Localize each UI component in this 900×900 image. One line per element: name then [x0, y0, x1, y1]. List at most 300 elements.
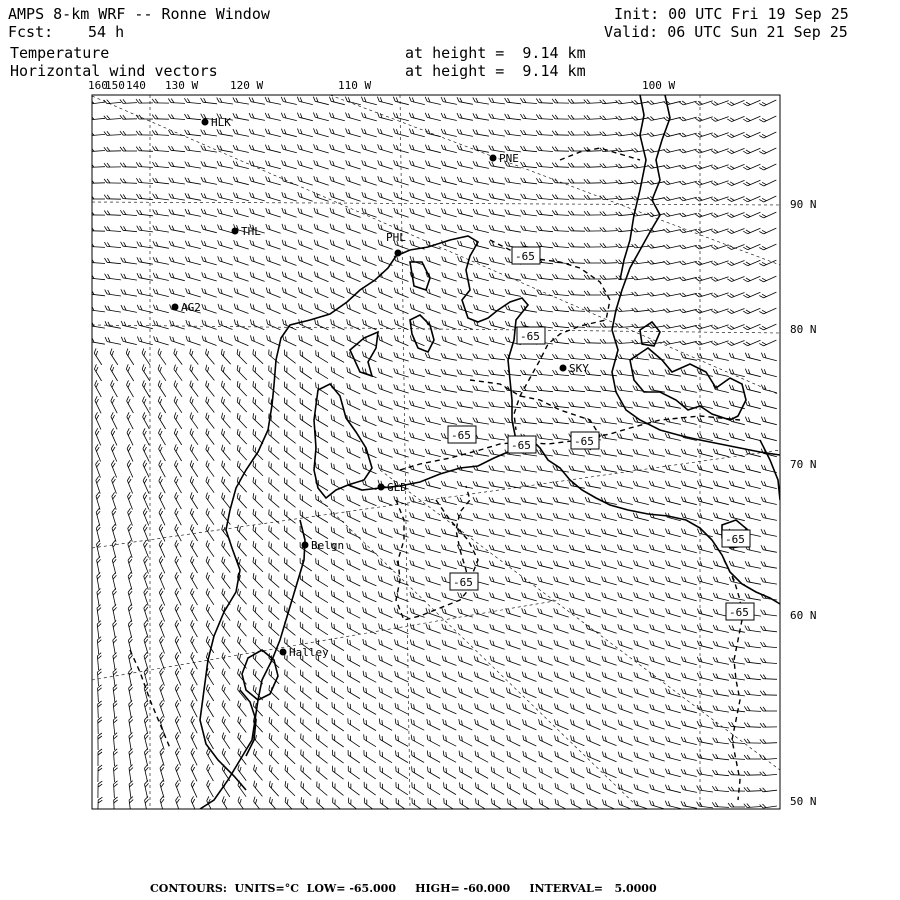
wind-barb-feather: [490, 672, 491, 677]
wind-barb-feather: [362, 432, 363, 437]
wind-barb: [235, 181, 249, 184]
wind-barb-feather: [425, 417, 427, 422]
wind-barb: [158, 385, 166, 397]
wind-barb-feather: [762, 102, 766, 104]
wind-barb: [221, 370, 230, 380]
wind-barb-feather: [587, 291, 590, 295]
wind-barb: [219, 309, 232, 314]
wind-barb: [253, 498, 263, 508]
wind-barb-feather: [473, 177, 475, 182]
wind-barb-feather: [619, 244, 622, 248]
wind-barb: [411, 517, 424, 521]
wind-barb: [222, 657, 230, 668]
wind-barb-feather: [330, 271, 331, 276]
wind-barb: [332, 245, 345, 250]
wind-barb-feather: [239, 543, 240, 548]
wind-barb-feather: [616, 164, 619, 168]
wind-barb-feather: [107, 227, 110, 231]
wind-barb-feather: [153, 210, 155, 214]
wind-barb: [443, 229, 456, 233]
wind-barb: [315, 197, 328, 201]
wind-barb: [411, 437, 425, 441]
wind-barb-feather: [759, 312, 763, 314]
wind-barb-feather: [540, 418, 542, 422]
wind-barb: [411, 149, 425, 153]
wind-barb: [191, 577, 198, 589]
wind-barb-feather: [697, 593, 699, 598]
wind-barb: [96, 496, 100, 509]
wind-barb: [379, 501, 392, 506]
wind-barb: [348, 260, 361, 265]
wind-barb: [171, 230, 185, 233]
wind-barb: [732, 229, 745, 234]
wind-barb-feather: [347, 431, 348, 436]
wind-barb: [603, 263, 617, 264]
wind-barb: [763, 405, 777, 408]
wind-barb: [283, 117, 297, 120]
wind-barb-feather: [155, 162, 158, 166]
wind-barb-feather: [603, 227, 606, 231]
wind-barb-feather: [634, 608, 636, 613]
wind-barb-feather: [760, 658, 763, 662]
wind-barb-feather: [127, 412, 129, 417]
wind-barb: [475, 454, 489, 456]
wind-barb-feather: [697, 433, 699, 438]
wind-barb-feather: [139, 178, 142, 182]
wind-barb-feather: [176, 607, 178, 611]
wind-barb: [332, 580, 344, 587]
wind-barb: [171, 103, 185, 104]
wind-barb: [603, 581, 616, 585]
wind-barb-feather: [540, 274, 542, 278]
wind-barb-feather: [394, 192, 396, 197]
wind-barb-feather: [315, 335, 316, 340]
wind-barb-feather: [347, 335, 348, 340]
wind-barb: [159, 465, 166, 477]
wind-barb-feather: [489, 561, 491, 566]
wind-barb-feather: [539, 194, 542, 198]
wind-barb-feather: [679, 150, 683, 153]
wind-barb: [427, 357, 441, 360]
wind-barb: [348, 500, 361, 506]
wind-barb-feather: [650, 624, 652, 629]
wind-barb: [459, 406, 473, 408]
wind-barb-feather: [743, 103, 747, 106]
wind-barb-feather: [537, 513, 539, 518]
wind-barb: [91, 247, 105, 248]
wind-barb: [235, 293, 248, 298]
wind-barb-feather: [714, 150, 718, 153]
wind-barb-feather: [98, 669, 102, 672]
wind-barb-feather: [568, 338, 571, 342]
wind-barb-feather: [569, 529, 571, 534]
wind-barb: [651, 549, 665, 553]
wind-barb-feather: [745, 369, 747, 374]
wind-barb-feather: [682, 593, 684, 598]
wind-barb-feather: [523, 354, 526, 358]
wind-barb: [539, 613, 552, 617]
wind-barb: [683, 645, 697, 649]
wind-barb-feather: [237, 365, 238, 370]
wind-barb-feather: [347, 399, 348, 404]
wind-barb-feather: [362, 367, 363, 372]
wind-barb: [683, 693, 697, 697]
wind-barb-feather: [427, 687, 428, 692]
wind-barb-feather: [441, 513, 443, 518]
wind-barb-feather: [221, 381, 222, 386]
wind-barb-feather: [113, 672, 117, 675]
wind-barb-feather: [489, 177, 491, 182]
wind-barb: [348, 404, 361, 410]
wind-barb-feather: [409, 113, 411, 118]
wind-barb-feather: [489, 257, 491, 262]
wind-barb-feather: [633, 497, 635, 502]
wind-barb: [128, 528, 133, 541]
wind-barb: [222, 450, 231, 461]
wind-barb-feather: [761, 401, 763, 406]
wind-barb-feather: [697, 449, 699, 454]
wind-barb-feather: [145, 671, 148, 675]
wind-barb-feather: [253, 525, 254, 530]
wind-barb: [331, 165, 344, 169]
wind-barb-feather: [161, 591, 164, 595]
wind-barb: [251, 277, 264, 282]
wind-barb-feather: [524, 178, 526, 182]
wind-barb-feather: [697, 609, 699, 614]
wind-barb: [331, 133, 344, 137]
wind-barb: [491, 581, 505, 585]
wind-barb: [283, 245, 296, 250]
wind-barb-feather: [679, 246, 683, 249]
wind-barb: [587, 406, 601, 408]
wind-barb-feather: [492, 354, 494, 358]
wind-barb: [175, 481, 182, 493]
wind-barb: [203, 134, 217, 136]
wind-barb: [269, 482, 280, 491]
wind-barb-feather: [759, 184, 763, 187]
wind-barb-feather: [114, 688, 118, 691]
wind-barb: [364, 580, 377, 586]
wind-barb-feather: [176, 559, 178, 563]
wind-barb-feather: [395, 655, 396, 660]
wind-barb-feather: [378, 288, 379, 293]
wind-barb-feather: [552, 195, 555, 199]
wind-barb-feather: [584, 259, 587, 263]
wind-barb: [443, 102, 457, 105]
wind-barb-feather: [666, 133, 670, 136]
wind-barb: [379, 165, 392, 169]
wind-barb: [251, 134, 265, 137]
wind-barb-feather: [88, 100, 92, 104]
wind-barb: [203, 229, 217, 232]
wind-barb-feather: [695, 166, 699, 169]
wind-barb: [427, 533, 440, 537]
wind-barb-feather: [602, 672, 603, 677]
wind-barb-feather: [255, 655, 256, 660]
wind-barb-feather: [113, 559, 116, 563]
wind-barb: [267, 261, 280, 266]
wind-barb-feather: [586, 608, 588, 613]
wind-barb-feather: [112, 492, 115, 496]
wind-barb: [299, 197, 312, 201]
wind-barb: [412, 708, 425, 714]
wind-barb-feather: [714, 309, 718, 312]
wind-barb-feather: [253, 493, 254, 498]
wind-barb: [316, 531, 328, 538]
wind-barb-feather: [88, 179, 91, 183]
wind-barb: [475, 422, 489, 424]
wind-barb-feather: [666, 308, 670, 311]
wind-barb-feather: [394, 544, 396, 549]
wind-barb: [139, 262, 153, 264]
wind-barb-feather: [634, 560, 636, 565]
wind-barb-feather: [603, 259, 606, 263]
wind-barb: [651, 485, 665, 488]
wind-barb: [459, 422, 473, 424]
wind-barb-feather: [112, 540, 115, 544]
wind-barb-feather: [363, 575, 364, 580]
wind-barb: [523, 166, 537, 167]
wind-barb-feather: [128, 492, 131, 496]
wind-barb: [540, 708, 553, 714]
wind-barb: [667, 565, 680, 569]
wind-barb-feather: [331, 431, 332, 436]
wind-barb: [299, 101, 313, 104]
wind-barb-feather: [473, 545, 475, 550]
wind-barb-feather: [298, 287, 299, 292]
wind-barb: [699, 421, 713, 424]
wind-barb-feather: [88, 242, 91, 246]
wind-barb: [444, 676, 457, 681]
wind-barb: [235, 245, 248, 249]
wind-barb-feather: [298, 272, 299, 277]
wind-barb-feather: [603, 339, 606, 343]
wind-barb-feather: [600, 339, 603, 343]
wind-barb: [539, 358, 553, 359]
wind-barb-feather: [314, 272, 315, 277]
wind-barb-feather: [618, 560, 620, 565]
wind-barb: [731, 453, 745, 456]
wind-barb-feather: [759, 168, 763, 171]
wind-barb-feather: [105, 258, 108, 262]
wind-barb-feather: [346, 192, 348, 197]
wind-barb-feather: [553, 402, 555, 406]
wind-barb: [252, 293, 265, 298]
wind-barb: [571, 406, 585, 408]
wind-barb: [427, 453, 441, 456]
wind-barb-feather: [144, 604, 147, 608]
wind-barb-feather: [633, 465, 635, 470]
wind-barb-feather: [697, 673, 699, 678]
wind-barb-feather: [695, 198, 699, 201]
wind-barb-feather: [378, 416, 379, 421]
wind-barb: [571, 518, 585, 521]
wind-barb-feather: [635, 148, 639, 152]
wind-barb-feather: [250, 288, 251, 293]
wind-barb-feather: [153, 162, 156, 166]
wind-barb-feather: [727, 327, 731, 330]
wind-barb-feather: [666, 640, 668, 645]
wind-barb-feather: [217, 209, 219, 214]
wind-barb-feather: [554, 688, 555, 693]
wind-barb-feather: [635, 292, 638, 296]
wind-barb: [523, 214, 537, 216]
wind-barb-feather: [617, 497, 619, 502]
wind-barb-feather: [97, 608, 101, 611]
wind-barb-feather: [587, 243, 590, 247]
wind-barb-feather: [568, 131, 571, 135]
wind-barb: [348, 548, 361, 554]
wind-barb-feather: [139, 163, 142, 167]
wind-barb: [443, 358, 457, 361]
wind-barb-feather: [730, 102, 734, 105]
wind-barb-feather: [224, 623, 226, 628]
wind-barb-feather: [237, 429, 238, 434]
wind-barb-feather: [663, 197, 667, 200]
wind-barb: [301, 707, 312, 716]
wind-barb: [459, 277, 472, 281]
wind-barb-feather: [585, 497, 587, 502]
wind-barb: [269, 562, 279, 571]
wind-barb-feather: [142, 380, 144, 385]
wind-barb: [191, 641, 198, 653]
wind-barb-feather: [633, 481, 635, 486]
wind-barb: [491, 134, 505, 136]
wind-barb-feather: [330, 113, 332, 118]
wind-barb-feather: [681, 513, 683, 518]
wind-barb-feather: [616, 180, 619, 184]
wind-barb: [507, 549, 521, 552]
wind-barb-feather: [552, 242, 555, 246]
wind-barb-feather: [619, 132, 622, 136]
wind-barb-feather: [570, 688, 571, 693]
wind-barb: [171, 198, 185, 200]
wind-barb: [683, 485, 697, 488]
wind-barb-feather: [539, 703, 540, 708]
wind-barb: [475, 309, 488, 313]
wind-barb-feather: [555, 195, 558, 199]
wind-barb-feather: [362, 527, 363, 532]
wind-barb-feather: [601, 481, 603, 486]
wind-barb-feather: [682, 609, 684, 614]
wind-barb: [507, 518, 521, 521]
wind-barb-feather: [759, 152, 763, 155]
wind-barb-feather: [489, 161, 491, 166]
wind-barb-feather: [695, 134, 699, 137]
wind-barb: [206, 673, 213, 685]
wind-barb: [507, 294, 521, 297]
wind-barb-feather: [538, 577, 540, 582]
wind-barb: [491, 214, 505, 217]
wind-barb-feather: [250, 256, 251, 261]
wind-barb-feather: [489, 545, 491, 550]
wind-barb: [379, 117, 393, 121]
wind-barb-feather: [88, 116, 91, 120]
wind-barb-feather: [727, 103, 731, 106]
wind-barb-feather: [379, 639, 380, 644]
wind-barb-feather: [713, 673, 715, 678]
wind-barb: [731, 501, 745, 504]
wind-barb: [348, 245, 361, 250]
wind-barb: [139, 294, 153, 297]
wind-barb: [269, 594, 279, 603]
wind-barb-feather: [618, 592, 620, 597]
wind-barb-feather: [679, 182, 683, 185]
wind-barb: [715, 277, 728, 282]
wind-barb-feather: [208, 367, 209, 372]
wind-barb-feather: [161, 703, 164, 707]
wind-barb-feather: [206, 525, 208, 530]
wind-barb-feather: [363, 543, 364, 548]
wind-barb: [174, 369, 182, 380]
wind-barb-feather: [489, 577, 491, 582]
wind-barb-feather: [176, 655, 178, 659]
wind-barb: [143, 401, 150, 413]
wind-barb-feather: [695, 150, 699, 153]
wind-barb: [491, 438, 505, 440]
wind-barb: [732, 245, 745, 250]
wind-barb-feather: [104, 195, 107, 199]
wind-barb-feather: [159, 492, 161, 496]
wind-barb-feather: [223, 383, 224, 388]
wind-barb: [715, 501, 729, 504]
wind-barb-feather: [761, 417, 763, 422]
wind-barb-feather: [129, 703, 132, 707]
wind-barb-feather: [695, 262, 699, 265]
wind-barb-feather: [298, 240, 299, 245]
wind-barb: [236, 340, 249, 345]
wind-barb: [144, 592, 148, 605]
wind-barb-feather: [713, 657, 715, 662]
wind-barb: [459, 341, 472, 345]
wind-barb: [316, 340, 329, 346]
wind-barb: [507, 565, 521, 568]
wind-barb-feather: [94, 348, 96, 353]
wind-barb: [411, 565, 424, 569]
wind-barb-feather: [96, 508, 99, 512]
wind-barb-feather: [224, 495, 225, 500]
wind-barb-feather: [347, 287, 348, 292]
wind-barb: [123, 278, 137, 280]
wind-barb: [427, 293, 440, 298]
wind-barb: [251, 245, 264, 249]
wind-barb-feather: [572, 386, 575, 390]
wind-barb-feather: [378, 224, 379, 229]
wind-barb: [476, 692, 489, 697]
wind-barb-feather: [650, 560, 652, 565]
wind-barb: [235, 261, 248, 265]
wind-barb-feather: [222, 685, 224, 690]
wind-barb-feather: [88, 132, 91, 136]
wind-barb: [683, 453, 697, 456]
wind-barb-feather: [159, 460, 161, 465]
wind-barb: [427, 613, 440, 618]
wind-barb-feather: [555, 211, 558, 215]
wind-barb-feather: [650, 212, 654, 215]
wind-barb-feather: [128, 399, 130, 404]
wind-barb-feather: [505, 114, 507, 118]
wind-barb: [619, 454, 633, 457]
wind-barb-feather: [649, 449, 651, 454]
wind-barb: [443, 597, 456, 601]
wind-barb-feather: [239, 431, 240, 436]
wind-barb: [603, 406, 617, 408]
wind-barb-feather: [104, 116, 107, 120]
wind-barb: [507, 406, 521, 408]
wind-barb: [347, 117, 360, 121]
wind-barb: [475, 390, 489, 392]
wind-barb-feather: [536, 114, 539, 118]
